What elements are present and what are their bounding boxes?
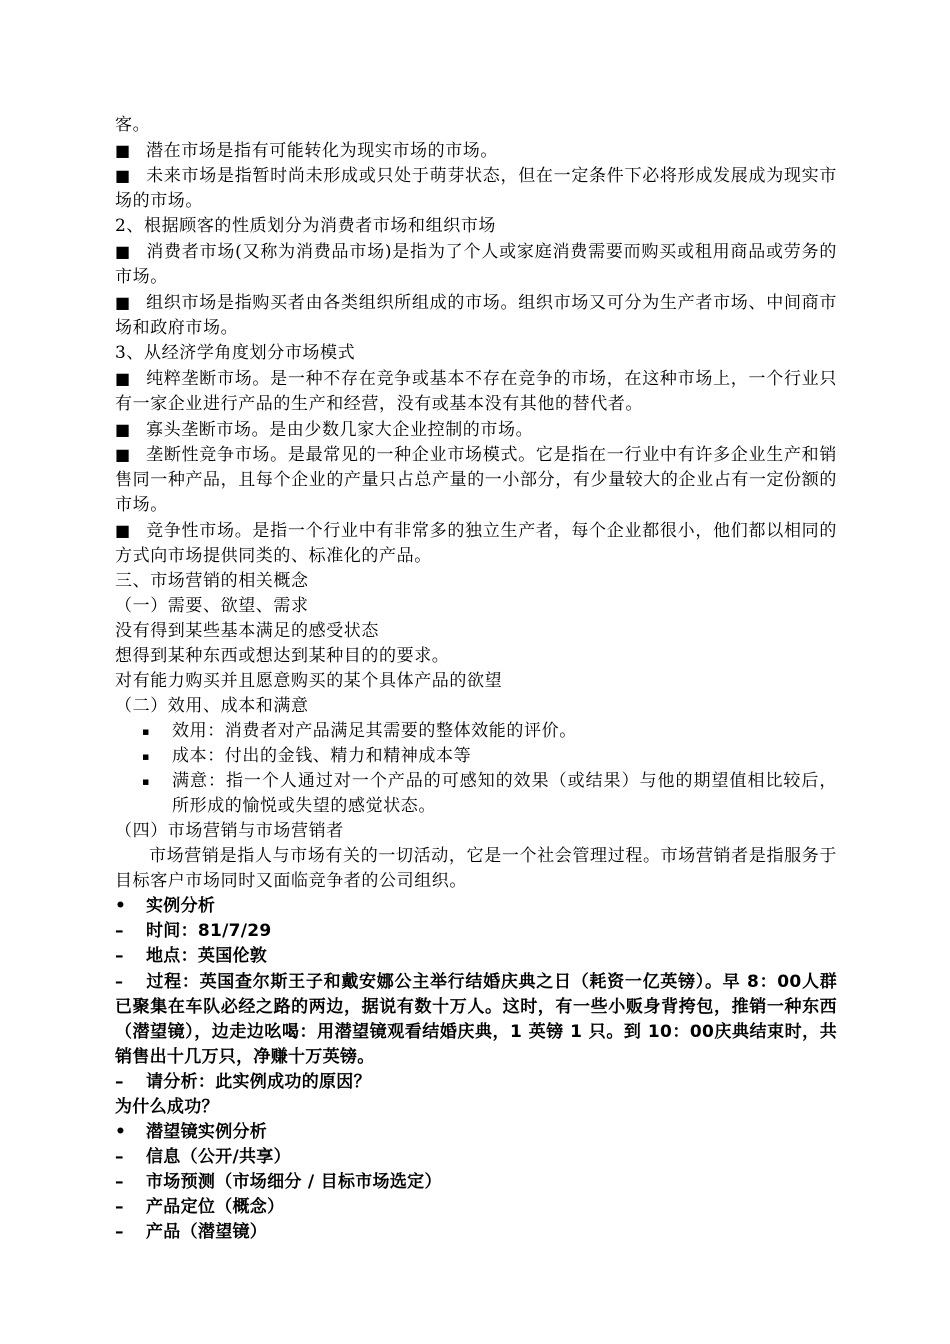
document-page (115, 113, 837, 1245)
square-bullet-item: ■ 纯粹垄断市场。是一种不存在竞争或基本不存在竞争的市场，在这种市场上，一个行业只有一家企业进行产品的生产和经营，没有或基本没有其他的替代者。 (115, 366, 837, 417)
dash-item: – 产品定位（概念） (115, 1195, 837, 1220)
square-bullet-item: ■ 未来市场是指暂时尚未形成或只处于萌芽状态，但在一定条件下必将形成发展成为现实市场的市场。 (115, 163, 837, 214)
dot-bullet-icon: • (115, 896, 127, 916)
square-bullet-item: ■ 组织市场是指购买者由各类组织所组成的市场。组织市场又可分为生产者市场、中间商市场和政府市场。 (115, 290, 837, 341)
text-line: 客。 (115, 115, 151, 135)
small-square-bullet-icon: ▪ (142, 750, 151, 763)
square-bullet-icon: ■ (115, 445, 131, 464)
text-line: 对有能力购买并且愿意购买的某个具体产品的欲望 (115, 671, 503, 691)
square-bullet-icon: ■ (115, 521, 131, 540)
square-bullet-item: ■ 寡头垄断市场。是由少数几家大企业控制的市场。 (115, 417, 837, 442)
dash-bullet-icon: – (115, 921, 124, 941)
small-bullet-item: ▪ 成本：付出的金钱、精力和精神成本等 (115, 744, 837, 769)
dash-item: – 产品（潜望镜） (115, 1220, 837, 1245)
dash-item: – 时间：81/7/29 (115, 919, 837, 944)
subsection-heading: （四）市场营销与市场营销者 (115, 821, 344, 841)
small-bullet-item: ▪ 满意：指一个人通过对一个产品的可感知的效果（或结果）与他的期望值相比较后，所形成的愉悦或失望的感觉状态。 (142, 771, 837, 816)
dash-bullet-icon: – (115, 1147, 124, 1167)
paragraph: 市场营销是指人与市场有关的一切活动，它是一个社会管理过程。市场营销者是指服务于目标客户市场同时又面临竞争者的公司组织。 (115, 846, 837, 891)
section-heading: 3、从经济学角度划分市场模式 (115, 343, 356, 363)
dot-bullet-item: • 实例分析 (115, 894, 837, 919)
square-bullet-item: ■ 垄断性竞争市场。是最常见的一种企业市场模式。它是指在一行业中有许多企业生产和销售同一种产品，且每个企业的产量只占总产量的一小部分，有少量较大的企业占有一定份额的市场。 (115, 442, 837, 518)
square-bullet-icon: ■ (115, 242, 131, 261)
dot-bullet-item: • 潜望镜实例分析 (115, 1120, 837, 1145)
text-line: 为什么成功？ (115, 1097, 219, 1117)
dash-item: – 地点：英国伦敦 (115, 944, 837, 969)
square-bullet-icon: ■ (115, 369, 131, 388)
text-line: 没有得到某些基本满足的感受状态 (115, 621, 379, 641)
small-square-bullet-icon: ▪ (142, 725, 151, 738)
subsection-heading: （一）需要、欲望、需求 (115, 596, 309, 616)
small-bullet-item: ▪ 效用：消费者对产品满足其需要的整体效能的评价。 (115, 719, 837, 744)
square-bullet-item: ■ 消费者市场(又称为消费品市场)是指为了个人或家庭消费需要而购买或租用商品或劳务的市场。 (115, 239, 837, 290)
small-square-bullet-icon: ▪ (142, 775, 151, 788)
dash-bullet-icon: – (115, 1222, 124, 1242)
subsection-heading: （二）效用、成本和满意 (115, 696, 309, 716)
text-line: 想得到某种东西或想达到某种目的的要求。 (115, 646, 450, 666)
square-bullet-icon: ■ (115, 141, 131, 160)
section-heading: 三、市场营销的相关概念 (115, 571, 309, 591)
dash-item-process: – 过程：英国查尔斯王子和戴安娜公主举行结婚庆典之日（耗资一亿英镑）。早 8：00人群已聚集在车队必经之路的两边，据说有数十万人。这时，有一些小贩身背挎包，推销一种东西（潜望镜），边走边吆喝：用潜望镜观看结婚庆典，1 英镑 1 只。到 10：00庆典结束时，共销售出十几万只，净赚十万英镑。 (115, 969, 837, 1070)
section-heading: 2、根据顾客的性质划分为消费者市场和组织市场 (115, 216, 497, 236)
dot-bullet-icon: • (115, 1122, 127, 1142)
dash-bullet-icon: – (115, 1197, 124, 1217)
dash-bullet-icon: – (115, 1072, 124, 1092)
dash-item: – 信息（公开/共享） (115, 1145, 837, 1170)
dash-item: – 市场预测（市场细分 / 目标市场选定） (115, 1170, 837, 1195)
dash-item: – 请分析：此实例成功的原因？ (115, 1070, 837, 1095)
square-bullet-icon: ■ (115, 293, 131, 312)
square-bullet-icon: ■ (115, 420, 131, 439)
square-bullet-item: ■ 竞争性市场。是指一个行业中有非常多的独立生产者，每个企业都很小，他们都以相同的方式向市场提供同类的、标准化的产品。 (115, 518, 837, 569)
dash-bullet-icon: – (115, 1172, 124, 1192)
dash-bullet-icon: – (115, 972, 124, 991)
square-bullet-item: ■ 潜在市场是指有可能转化为现实市场的市场。 (115, 138, 837, 163)
dash-bullet-icon: – (115, 946, 124, 966)
square-bullet-icon: ■ (115, 166, 131, 185)
